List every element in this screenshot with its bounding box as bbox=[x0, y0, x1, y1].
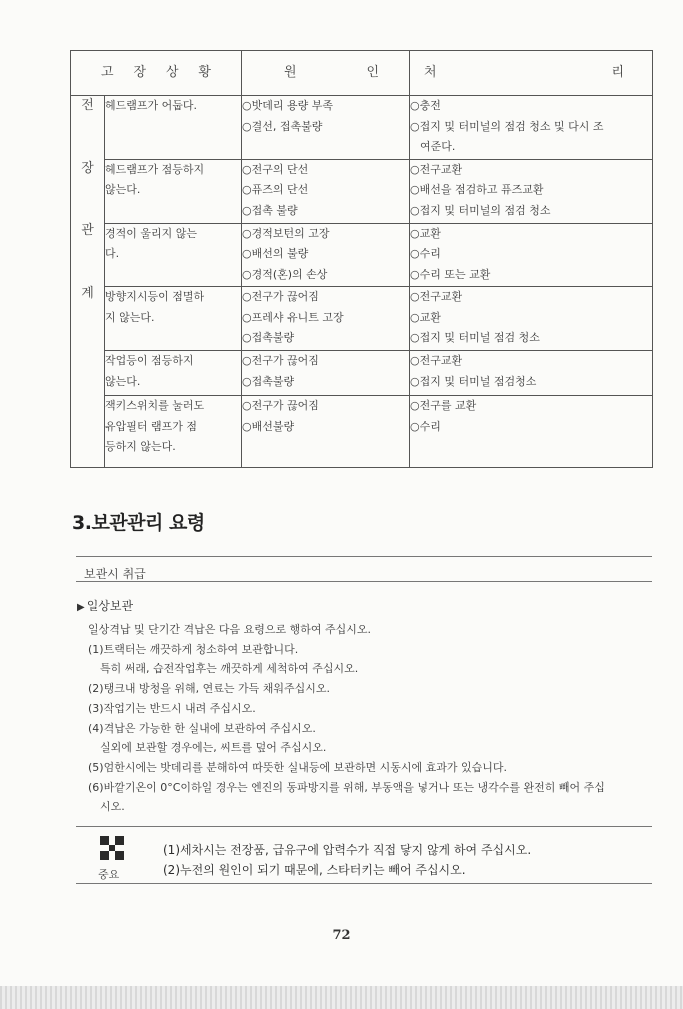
header-cause bbox=[242, 51, 410, 96]
symptom-cell bbox=[105, 287, 242, 351]
cell-line: ○접지 및 터미널의 점검 청소 bbox=[410, 203, 551, 217]
cell-line: ○경적(혼)의 손상 bbox=[242, 267, 328, 281]
cause-cell bbox=[242, 96, 410, 160]
cell-line: ○교환 bbox=[410, 310, 441, 324]
scan-edge-strip bbox=[0, 986, 683, 1009]
category-char: 전 bbox=[81, 98, 94, 113]
instruction-line: 일상격납 및 단기간 격납은 다음 요령으로 행하여 주십시오. bbox=[88, 623, 371, 636]
table-row bbox=[71, 223, 653, 287]
cell-line: ○접촉불량 bbox=[242, 331, 295, 345]
instruction-line: (1)트랙터는 깨끗하게 청소하여 보관합니다. bbox=[88, 642, 299, 656]
cell-line: ○접지 및 터미널의 점검 청소 및 다시 조 bbox=[410, 119, 604, 133]
instruction-line: (4)격납은 가능한 한 실내에 보관하여 주십시오. bbox=[88, 721, 316, 735]
table-row bbox=[71, 396, 653, 468]
remedy-cell bbox=[410, 287, 653, 351]
cell-line: 헤드램프가 어둡다. bbox=[105, 99, 198, 112]
header-char: 리 bbox=[611, 64, 624, 80]
cell-line: ○전구가 끊어짐 bbox=[242, 354, 319, 368]
table-row bbox=[71, 351, 653, 396]
cell-line: ○수리 bbox=[410, 247, 441, 261]
cell-line: ○배선불량 bbox=[242, 419, 295, 433]
instruction-line: (5)엄한시에는 밧데리를 분해하여 따뜻한 실내등에 보관하면 시동시에 효과가 있습니다. bbox=[88, 760, 507, 774]
cell-line: 경적이 울리지 않는 bbox=[105, 226, 198, 240]
cause-cell bbox=[242, 287, 410, 351]
instruction-line: (3)작업기는 반드시 내려 주십시오. bbox=[88, 701, 256, 715]
cell-line: 작업등이 점등하지 bbox=[105, 354, 194, 368]
triangle-bullet-icon: ▶ bbox=[77, 602, 85, 613]
daily-heading bbox=[77, 597, 133, 614]
header-char: 장 bbox=[133, 64, 147, 80]
cell-line: ○전구를 교환 bbox=[410, 399, 477, 413]
instruction-line: 특히 써래, 습전작업후는 깨끗하게 세척하여 주십시오. bbox=[100, 662, 359, 676]
storage-instructions bbox=[88, 620, 658, 817]
header-char: 황 bbox=[198, 64, 211, 80]
cell-line: ○전구교환 bbox=[410, 354, 463, 368]
symptom-cell bbox=[105, 351, 242, 396]
category-char: 관 bbox=[81, 223, 94, 238]
cause-cell bbox=[242, 351, 410, 396]
header-char: 인 bbox=[366, 64, 379, 80]
instruction-line: (2)탱크내 방청을 위해, 연료는 가득 채워주십시오. bbox=[88, 682, 330, 696]
header-remedy bbox=[410, 51, 653, 96]
remedy-cell bbox=[410, 396, 653, 468]
category-char: 계 bbox=[81, 285, 94, 301]
symptom-cell bbox=[105, 96, 242, 160]
cell-line: 잭키스위치를 눌러도 bbox=[105, 399, 205, 413]
header-symptom bbox=[71, 51, 242, 96]
instruction-line: 실외에 보관할 경우에는, 씨트를 덮어 주십시오. bbox=[100, 741, 327, 755]
symptom-cell bbox=[105, 223, 242, 287]
cell-line: ○밧데리 용량 부족 bbox=[242, 99, 333, 112]
cell-line: ○수리 bbox=[410, 419, 441, 433]
cell-line: 등하지 않는다. bbox=[105, 440, 176, 454]
important-note-1: (1)세차시는 전장품, 급유구에 압력수가 직접 닿지 않게 하여 주십시오. bbox=[163, 843, 532, 857]
important-label: 중요 bbox=[98, 868, 120, 881]
header-char: 처 bbox=[424, 64, 437, 80]
remedy-cell bbox=[410, 159, 653, 223]
cell-line: ○전구교환 bbox=[410, 162, 463, 176]
cell-line: ○전구가 끊어짐 bbox=[242, 399, 319, 413]
table-header-row bbox=[71, 51, 653, 96]
cell-line: 여준다. bbox=[420, 140, 456, 153]
symptom-cell bbox=[105, 396, 242, 468]
important-note-2: (2)누전의 원인이 되기 때문에, 스타터키는 빼어 주십시오. bbox=[163, 863, 466, 877]
section-rule-bottom bbox=[76, 581, 652, 582]
table-row bbox=[71, 96, 653, 160]
cell-line: ○접지 및 터미널 점검 청소 bbox=[410, 331, 540, 345]
cell-line: ○결선, 접촉불량 bbox=[242, 119, 323, 133]
cause-cell bbox=[242, 159, 410, 223]
category-cell bbox=[71, 96, 105, 468]
cell-line: ○수리 또는 교환 bbox=[410, 267, 491, 281]
remedy-cell bbox=[410, 223, 653, 287]
trouble-table bbox=[70, 50, 653, 468]
cell-line: 다. bbox=[105, 247, 120, 261]
header-char: 원 bbox=[284, 64, 297, 80]
cell-line: ○프레샤 유니트 고장 bbox=[242, 310, 344, 324]
cell-line: ○접지 및 터미널 점검청소 bbox=[410, 374, 537, 388]
symptom-cell bbox=[105, 159, 242, 223]
table-row bbox=[71, 159, 653, 223]
cell-line: ○퓨즈의 단선 bbox=[242, 183, 309, 197]
cell-line: ○전구교환 bbox=[410, 290, 463, 304]
cell-line: ○전구가 끊어짐 bbox=[242, 290, 319, 304]
cause-cell bbox=[242, 396, 410, 468]
cell-line: 않는다. bbox=[105, 374, 141, 388]
cell-line: ○배선의 불량 bbox=[242, 247, 309, 261]
daily-heading-text: 일상보관 bbox=[86, 599, 134, 613]
important-marker-icon bbox=[100, 836, 124, 860]
cause-cell bbox=[242, 223, 410, 287]
header-char: 고 bbox=[101, 64, 114, 80]
category-char: 장 bbox=[81, 160, 94, 176]
sub-heading: 보관시 취급 bbox=[84, 567, 146, 581]
header-char: 상 bbox=[165, 64, 179, 80]
section-rule-top bbox=[76, 556, 652, 557]
cell-line: ○교환 bbox=[410, 226, 441, 240]
important-notes bbox=[163, 840, 531, 880]
cell-line: 유압필터 램프가 점 bbox=[105, 419, 198, 433]
cell-line: ○경적보턴의 고장 bbox=[242, 226, 330, 240]
instruction-line: 시오. bbox=[100, 800, 125, 814]
cell-line: ○접촉불량 bbox=[242, 374, 295, 388]
cell-line: 않는다. bbox=[105, 183, 141, 197]
cell-line: ○전구의 단선 bbox=[242, 162, 309, 176]
cell-line: ○접촉 불량 bbox=[242, 203, 298, 217]
instruction-line: (6)바깥기온이 0°C이하일 경우는 엔진의 동파방지를 위해, 부동액을 넣거나 또는 냉각수를 완전히 빼어 주십 bbox=[88, 780, 605, 794]
page-number: 72 bbox=[332, 928, 351, 943]
remedy-cell bbox=[410, 96, 653, 160]
cell-line: 지 않는다. bbox=[105, 310, 155, 324]
cell-line: ○충전 bbox=[410, 99, 441, 112]
cell-line: 방향지시등이 점멸하 bbox=[105, 290, 205, 304]
cell-line: ○배선을 점검하고 퓨즈교환 bbox=[410, 183, 544, 197]
remedy-cell bbox=[410, 351, 653, 396]
cell-line: 헤드램프가 점등하지 bbox=[105, 162, 205, 176]
section-title: 3.보관관리 요령 bbox=[72, 512, 205, 534]
table-row bbox=[71, 287, 653, 351]
